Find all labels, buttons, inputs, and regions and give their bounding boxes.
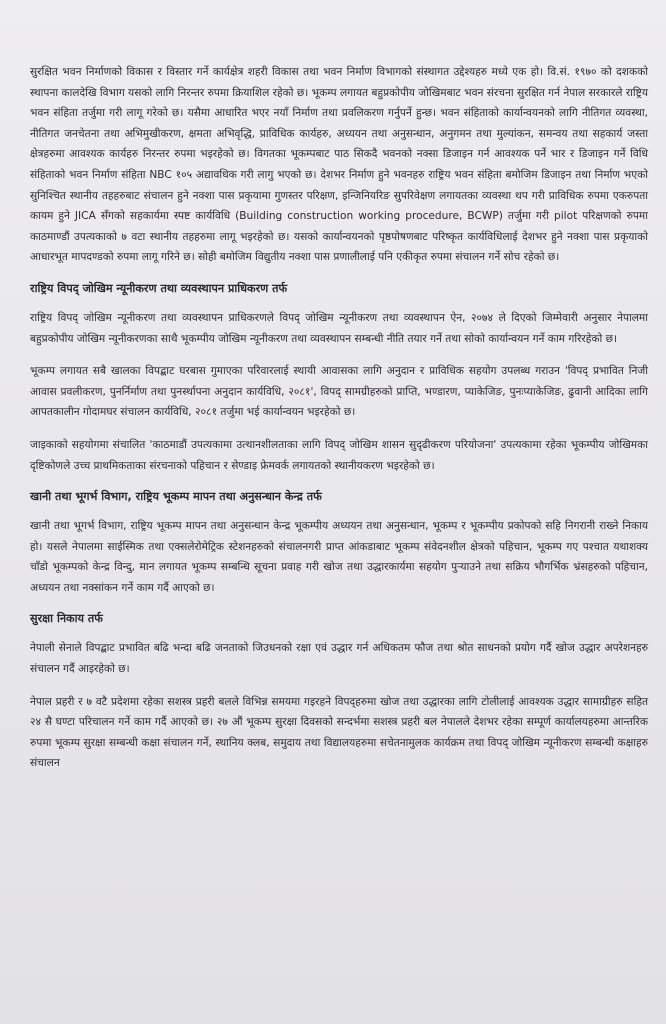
ndrrma-paragraph-1: राष्ट्रिय विपद् जोखिम न्यूनीकरण तथा व्यवस्थापन प्राधिकरणले विपद् जोखिम न्यूनीकरण तथा व्यवस्थापन ऐन, २०७४ ले दिएको जिम्मेवारी अनुसार नेपालमा बहुप्रकोपीय जोखिम न्यूनीकरणका साथै भूकम्पीय जोखिम न्यूनीकरण तथा व्यवस्थापन सम्बन्धी नीति तयार गर्ने तथा सोको कार्यान्वयन गर्ने काम गरिरहेको छ।	[30, 311, 648, 345]
security-paragraph-2: नेपाल प्रहरी र ७ वटै प्रदेशमा रहेका सशस्त्र प्रहरी बलले विभिन्न समयमा गइरहने विपद्हरुमा खोज तथा उद्धारका लागि टोलीलाई आवश्यक उद्धार सामाग्रीहरु सहित २४ सै घण्टा परिचालन गर्ने काम गर्दै आएको छ। २७ औं भूकम्प सुरक्षा दिवसको सन्दर्भमा सशस्त्र प्रहरी बल नेपालले देशभर रहेका सम्पूर्ण कार्यालयहरुमा आन्तरिक रुपमा भूकम्प सुरक्षा सम्बन्धी कक्षा संचालन गर्ने, स्थानिय क्लब, समुदाय तथा विद्यालयहरुमा सचेतनामुलक कार्यक्रम तथा विपद् जोखिम न्यूनीकरण सम्बन्धी कक्षाहरु संचालन	[30, 695, 648, 770]
mines-paragraph: खानी तथा भूगर्भ विभाग, राष्ट्रिय भूकम्प मापन तथा अनुसन्धान केन्द्र भूकम्पीय अध्ययन तथा अनुसन्धान, भूकम्प र भूकम्पीय प्रकोपको सहि निगरानी राख्ने निकाय हो। यसले नेपालमा साईस्मिक तथा एक्सलेरोमेट्रिक स्टेशनहरुको संचालनगरी प्राप्त आंकडाबाट भूकम्प संवेदनशील क्षेत्रको पहिचान, भूकम्प गए पश्चात यथाशक्य चाँडो भूकम्पको केन्द्र विन्दु, मान लगायत भूकम्प सम्बन्धि सूचना प्रवाह गरी खोज तथा उद्धारकार्यमा सहयोग पुऱ्याउने तथा सक्रिय भौगर्भिक भ्रंसहरुको पहिचान, अध्ययन तथा नक्सांकन गर्ने काम गर्दै आएको छ।	[30, 520, 648, 594]
ndrrma-paragraph-3: जाइकाको सहयोगमा संचालित 'काठमाडौं उपत्यकामा उत्थानशीलताका लागि विपद् जोखिम शासन सुदृढीकरण परियोजना' उपत्यकामा रहेका भूकम्पीय जोखिमका दृष्टिकोणले उच्च प्राथमिकताका संरचनाको पहिचान र सेण्डाइ फ्रेमवर्क लगायतको स्थानीयकरण भइरहेको छ।	[30, 438, 648, 472]
security-paragraph-1: नेपाली सेनाले विपद्बाट प्रभावित बढि भन्दा बढि जनताको जिउधनको रक्षा एवं उद्धार गर्न अधिकतम फौज तथा श्रोत साधनको प्रयोग गर्दै खोज उद्धार अपरेशनहरु संचालन गर्दै आइरहेको छ।	[30, 642, 648, 676]
section-heading-mines: खानी तथा भूगर्भ विभाग, राष्ट्रिय भूकम्प मापन तथा अनुसन्धान केन्द्र तर्फ	[30, 490, 322, 504]
section-heading-security: सुरक्षा निकाय तर्फ	[30, 612, 103, 626]
section-heading-ndrrma: राष्ट्रिय विपद् जोखिम न्यूनीकरण तथा व्यवस्थापन प्राधिकरण तर्फ	[30, 281, 288, 295]
intro-paragraph: सुरक्षित भवन निर्माणको विकास र विस्तार गर्ने कार्यक्षेत्र शहरी विकास तथा भवन निर्माण विभागको संस्थागत उद्देश्यहरु मध्ये एक हो। वि.सं. १९७० को दशकको स्थापना कालदेखि विभाग यसको लागि निरन्तर रुपमा क्रियाशिल रहेको छ। भूकम्प लगायत बहुप्रकोपीय जोखिमबाट भवन संरचना सुरक्षित गर्न नेपाल सरकारले राष्ट्रिय भवन संहिता तर्जुमा गरी लागू गरेको छ। यसैमा आधारित भएर नयाँ निर्माण तथा प्रवलिकरण गर्नुपर्ने हुन्छ। भवन संहिताको कार्यान्वयनको लागि नीतिगत व्यवस्था, नीतिगत जनचेतना तथा अभिमुखीकरण, क्षमता अभिवृद्धि, प्राविधिक कार्यहरु, अध्ययन तथा अनुसन्धान, अनुगमन तथा मुल्यांकन, समन्वय तथा सहकार्य जस्ता क्षेत्रहरुमा आवश्यक कार्यहरु निरन्तर रुपमा भइरहेको छ। विगतका भूकम्पबाट पाठ सिकदै भवनको नक्सा डिजाइन गर्न आवश्यक पर्ने भार र डिजाइन गर्ने विधि संहिताको भवन निर्माण संहिता NBC १०५ अद्यावधिक गरी लागु भएको छ। देशभर निर्माण हुने भवनहरु राष्ट्रिय भवन संहिता बमोजिम डिजाइन तथा निर्माण भएको सुनिश्चित स्थानीय तहहरुबाट संचालन हुने नक्शा पास प्रकृयामा गुणस्तर परिक्षण, इन्जिनियरिङ सुपरिवेक्षण लगायतका व्यवस्था थप गरी प्राविधिक रुपमा एकरुपता कायम हुने JICA सँगको सहकार्यमा स्पष्ट कार्यविधि (Building construction working procedure, BCWP) तर्जुमा गरी pilot परिक्षणको रुपमा काठमाण्डौं उपत्यकाको ७ वटा स्थानीय तहहरुमा लागू भइरहेको छ। यसको कार्यान्वयनको पृष्ठपोषणबाट परिष्कृत कार्यविधिलाई देशभर हुने नक्शा पास प्रकृयाको आधारभूत मापदण्डको रुपमा लागू गरिने छ। सोही बमोजिम विद्युतीय नक्शा पास प्रणालीलाई पनि एकीकृत रुपमा संचालन गर्ने सोच रहेको छ।	[30, 66, 648, 264]
ndrrma-paragraph-2: भूकम्प लगायत सबै खालका विपद्बाट घरबास गुमाएका परिवारलाई स्थायी आवासका लागि अनुदान र प्राविधिक सहयोग उपलब्ध गराउन 'विपद् प्रभावित निजी आवास प्रवलीकरण, पुनर्निर्माण तथा पुनर्स्थापना अनुदान कार्यविधि, २०८१', विपद् सामग्रीहरुको प्राप्ति, भण्डारण, प्याकेजिङ, पुनःप्याकेजिङ, ढुवानी आदिका लागि आपतकालीन गोदामघर संचालन कार्यविधि, २०८१ तर्जुमा भई कार्यान्वयन भइरहेको छ।	[30, 365, 648, 419]
